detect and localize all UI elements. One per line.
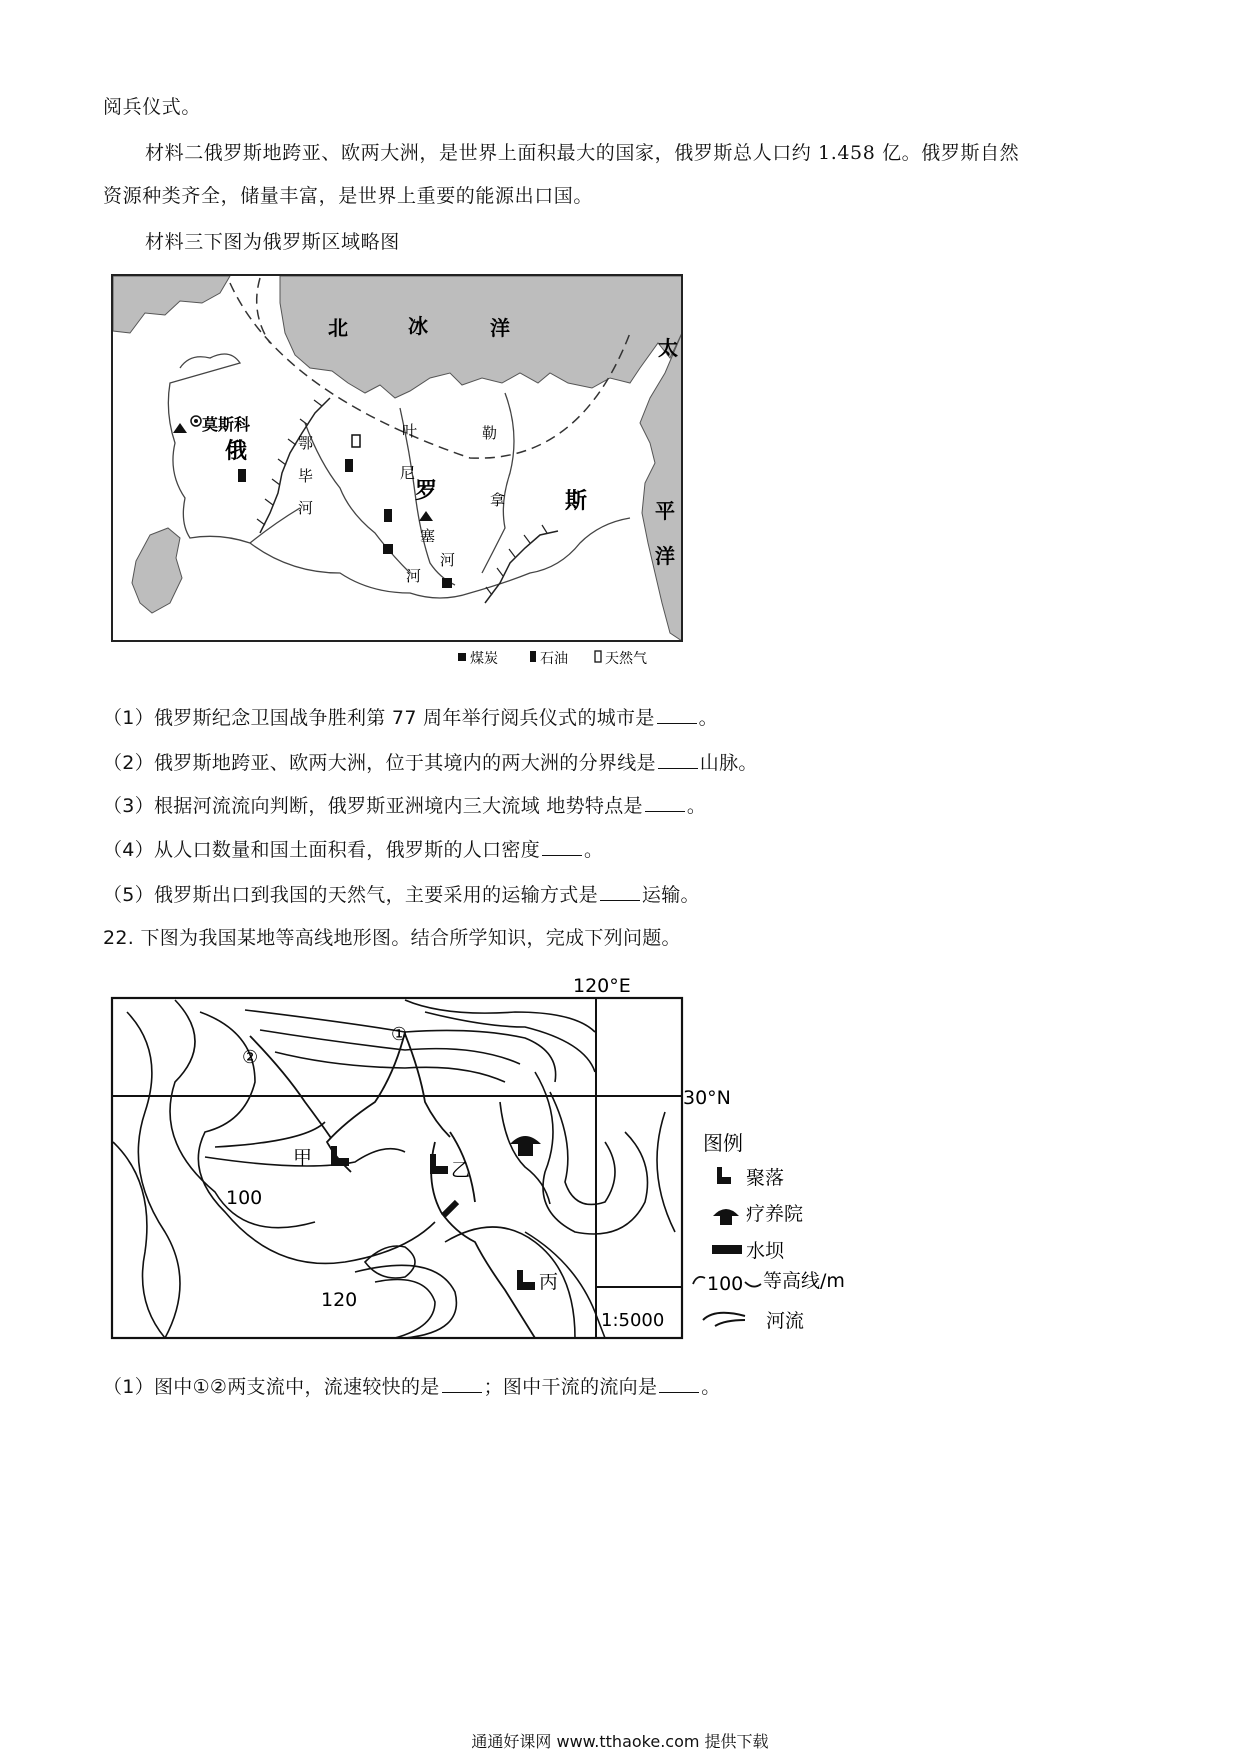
scale-label: 1:5000 [601, 1310, 665, 1331]
answer-blank[interactable] [542, 838, 582, 856]
material-two-line2: 资源种类齐全，储量丰富，是世界上重要的能源出口国。 [103, 185, 594, 207]
yi-label: 乙 [451, 1159, 471, 1181]
legend-contour: 等高线/m [763, 1270, 845, 1292]
lena-label: 叶 [402, 422, 418, 440]
contour-map [105, 972, 875, 1344]
pacific-label-1: 太 [658, 336, 678, 360]
question-21-3: （3）根据河流流向判断，俄罗斯亚洲境内三大流域 地势特点是 。 [103, 795, 707, 817]
lena-label: 勒 [482, 424, 498, 442]
yenisei-label: 河 [406, 567, 422, 585]
legend-dam: 水坝 [746, 1240, 785, 1262]
moscow-label: 莫斯科 [202, 415, 251, 434]
pacific-label-2: 平 [655, 499, 675, 523]
lena-label: 河 [440, 551, 456, 569]
country-label-3: 斯 [565, 489, 588, 514]
material-two-line1: 材料二俄罗斯地跨亚、欧两大洲，是世界上面积最大的国家，俄罗斯总人口约 1.458 亿。俄罗斯自然 [145, 142, 1020, 164]
lena-label: 拿 [490, 491, 506, 509]
west-sea-shape [132, 528, 182, 613]
oil-marker [384, 509, 392, 522]
ural-mountains [260, 398, 330, 533]
legend-gas: 天然气 [605, 651, 647, 667]
country-label-2: 罗 [415, 479, 438, 504]
legend-coal: 煤炭 [470, 651, 498, 667]
contour-120-label: 120 [321, 1289, 358, 1311]
settlement-bing [517, 1270, 535, 1290]
bing-label: 丙 [539, 1271, 559, 1293]
arctic-label-2: 冰 [408, 314, 428, 338]
legend-title: 图例 [703, 1131, 743, 1155]
settlement-yi [430, 1154, 448, 1174]
settlement-jia [331, 1146, 349, 1166]
material-three-caption: 材料三下图为俄罗斯区域略图 [145, 231, 400, 253]
legend-contour-number: 100 [707, 1273, 744, 1295]
jia-label: 甲 [293, 1147, 313, 1169]
intro-line: 阅兵仪式。 [103, 96, 202, 118]
oil-marker [238, 469, 246, 482]
russia-map [110, 273, 690, 683]
ob-label: 鄂 [298, 434, 314, 452]
legend-river: 河流 [766, 1310, 805, 1332]
page-footer: 通通好课网 www.tthaoke.com 提供下载 [471, 1732, 769, 1751]
answer-blank[interactable] [657, 706, 697, 724]
legend-oil: 石油 [540, 651, 568, 667]
lena-river [482, 393, 514, 573]
tributary-2-label: ② [242, 1047, 259, 1068]
yenisei-label: 尼 [400, 464, 416, 482]
ob-label: 毕 [298, 467, 314, 485]
answer-blank[interactable] [645, 794, 685, 812]
answer-blank[interactable] [442, 1375, 482, 1393]
question-21-2: （2）俄罗斯地跨亚、欧两大洲，位于其境内的两大洲的分界线是 山脉。 [103, 752, 758, 774]
legend-sanatorium: 疗养院 [746, 1203, 804, 1225]
country-label-1: 俄 [225, 439, 248, 464]
contour-100-label: 100 [226, 1187, 263, 1209]
oil-marker [345, 459, 353, 472]
northwest-sea-shape [113, 276, 230, 333]
tributary-1-label: ① [391, 1024, 408, 1045]
latitude-label: 30°N [683, 1087, 731, 1109]
pacific-label-3: 洋 [655, 544, 675, 568]
answer-blank[interactable] [658, 751, 698, 769]
question-21-1: （1）俄罗斯纪念卫国战争胜利第 77 周年举行阅兵仪式的城市是 。 [103, 707, 718, 729]
answer-blank[interactable] [659, 1375, 699, 1393]
legend-settlement: 聚落 [746, 1167, 785, 1189]
question-21-4: （4）从人口数量和国土面积看，俄罗斯的人口密度 。 [103, 839, 604, 861]
coal-marker [383, 544, 393, 554]
dam-marker [443, 1202, 457, 1216]
yenisei-label: 塞 [420, 527, 436, 545]
arctic-label-1: 北 [328, 316, 348, 340]
pacific-ocean-shape [640, 333, 682, 641]
question-22-1: （1）图中①②两支流中，流速较快的是 ；图中干流的流向是 。 [103, 1376, 721, 1398]
gas-marker [352, 435, 360, 447]
peak-marker [419, 511, 433, 521]
coal-marker [442, 578, 452, 588]
question-21-5: （5）俄罗斯出口到我国的天然气，主要采用的运输方式是 运输。 [103, 884, 700, 906]
ob-label: 河 [298, 499, 314, 517]
question-22-stem: 22. 下图为我国某地等高线地形图。结合所学知识，完成下列问题。 [103, 927, 681, 949]
answer-blank[interactable] [600, 883, 640, 901]
arctic-label-3: 洋 [490, 316, 510, 340]
longitude-label: 120°E [573, 975, 631, 997]
peak-marker [173, 423, 187, 433]
